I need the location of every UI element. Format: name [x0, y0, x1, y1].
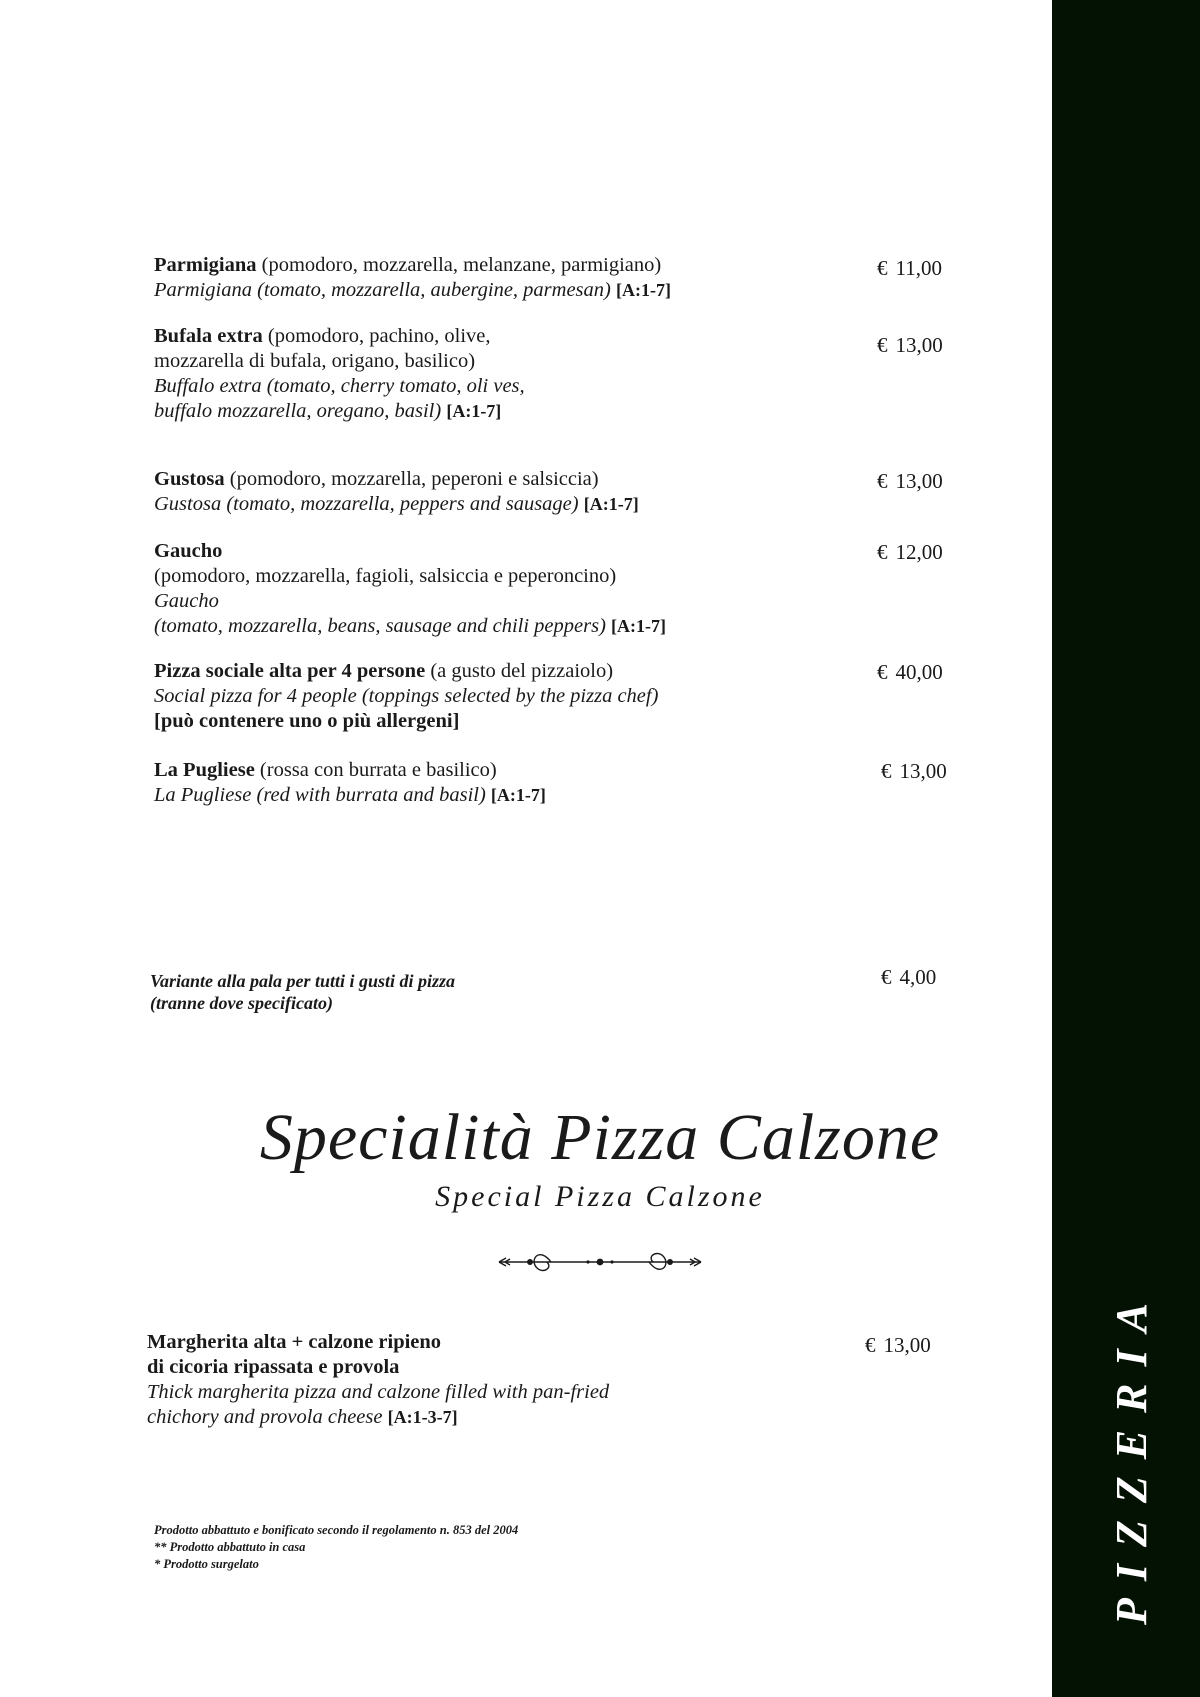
menu-item-parmigiana — [154, 253, 914, 303]
item-price: € 40,00 — [877, 660, 943, 684]
item-name: Gustosa — [154, 468, 225, 490]
menu-item-gaucho — [154, 539, 914, 639]
item-description: (pomodoro, pachino, olive, — [262, 325, 491, 347]
item-english: Gaucho — [154, 590, 219, 612]
item-price: € 11,00 — [877, 256, 942, 280]
menu-item-la-pugliese — [154, 758, 914, 808]
variant-note: Variante alla pala per tutti i gusti di pizza (tranne dove specificato) — [150, 971, 456, 1013]
menu-item-margherita-calzone — [147, 1330, 907, 1430]
item-name: La Pugliese — [154, 759, 255, 781]
allergen-code: [A:1-7] — [583, 494, 639, 514]
item-name: Parmigiana — [154, 254, 257, 276]
item-english: Buffalo extra (tomato, cherry tomato, oli ves, — [154, 375, 525, 397]
item-description: (pomodoro, mozzarella, fagioli, salsiccia e peperoncino) — [154, 565, 617, 587]
item-name: di cicoria ripassata e provola — [147, 1356, 400, 1378]
section-subtitle: Special Pizza Calzone — [435, 1180, 765, 1213]
euro-sign: € — [877, 540, 888, 564]
item-english: chichory and provola cheese — [147, 1406, 383, 1428]
item-price: € 13,00 — [877, 333, 943, 357]
item-english: (tomato, mozzarella, beans, sausage and chili peppers) — [154, 615, 606, 637]
item-english: Gustosa (tomato, mozzarella, peppers and sausage) — [154, 493, 579, 515]
item-english: La Pugliese (red with burrata and basil) — [154, 784, 486, 806]
item-english: buffalo mozzarella, oregano, basil) — [154, 400, 442, 422]
euro-sign: € — [881, 759, 892, 783]
item-price: € 13,00 — [865, 1333, 931, 1357]
item-description: (pomodoro, mozzarella, peperoni e salsiccia) — [224, 468, 599, 490]
euro-sign: € — [865, 1333, 876, 1357]
euro-sign: € — [877, 660, 888, 684]
item-english: Thick margherita pizza and calzone filled with pan-fried — [147, 1381, 610, 1403]
variant-price: € 4,00 — [881, 965, 937, 989]
menu-item-pizza-sociale — [154, 659, 914, 734]
item-price: € 12,00 — [877, 540, 943, 564]
euro-sign: € — [877, 333, 888, 357]
item-description: (rossa con burrata e basilico) — [254, 759, 497, 781]
item-name: Margherita alta + calzone ripieno — [147, 1331, 442, 1353]
allergen-code: [può contenere uno o più allergeni] — [154, 710, 460, 732]
allergen-code: [A:1-7] — [611, 616, 667, 636]
allergen-code: [A:1-7] — [490, 785, 546, 805]
item-english: Parmigiana (tomato, mozzarella, aubergine, parmesan) — [154, 279, 611, 301]
footnote: * Prodotto surgelato — [154, 1557, 259, 1571]
sidebar-label: PIZZERIA — [1107, 1286, 1156, 1625]
allergen-code: [A:1-3-7] — [387, 1407, 458, 1427]
item-description: (a gusto del pizzaiolo) — [425, 660, 614, 682]
item-name: Pizza sociale alta per 4 persone — [154, 660, 426, 682]
section-title: Specialità Pizza Calzone — [259, 1101, 941, 1174]
item-price: € 13,00 — [881, 759, 947, 783]
allergen-code: [A:1-7] — [446, 401, 502, 421]
footnote: ** Prodotto abbattuto in casa — [154, 1540, 306, 1554]
euro-sign: € — [877, 256, 888, 280]
footnote: Prodotto abbattuto e bonificato secondo il regolamento n. 853 del 2004 — [154, 1523, 519, 1537]
menu-item-gustosa — [154, 467, 914, 517]
item-english: Social pizza for 4 people (toppings selected by the pizza chef) — [154, 685, 659, 707]
item-description: mozzarella di bufala, origano, basilico) — [154, 350, 476, 372]
item-price: € 13,00 — [877, 469, 943, 493]
item-description: (pomodoro, mozzarella, melanzane, parmigiano) — [256, 254, 662, 276]
allergen-code: [A:1-7] — [615, 280, 671, 300]
menu-item-bufala-extra — [154, 324, 914, 424]
footnotes — [154, 1522, 518, 1573]
euro-sign: € — [877, 469, 888, 493]
flourish-ornament-icon — [495, 1246, 705, 1278]
item-name: Bufala extra — [154, 325, 263, 347]
item-name: Gaucho — [154, 540, 223, 562]
euro-sign: € — [881, 965, 892, 989]
